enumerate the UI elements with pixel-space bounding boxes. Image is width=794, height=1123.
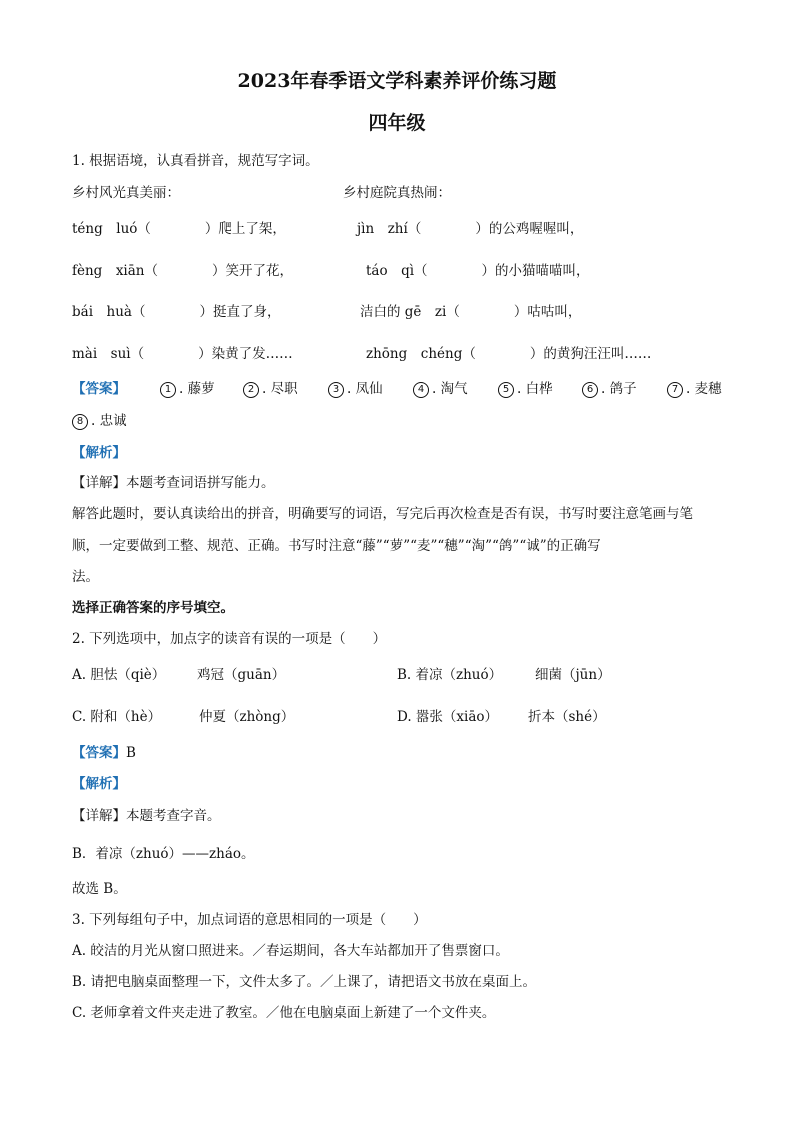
q1-line-right: jìn zhí（ ）的公鸡喔喔叫，	[357, 221, 584, 237]
q2-option-second-word: 仲夏（zhòng）	[199, 709, 295, 725]
circled-number: 1	[160, 382, 176, 398]
circled-number: 4	[413, 382, 429, 398]
q2-conclusion: 故选 B。	[72, 881, 127, 897]
q2-detail: 【详解】本题考查字音。	[72, 808, 221, 824]
q1-answer-tag: 【答案】	[72, 381, 126, 397]
answer-word: 白桦	[525, 381, 553, 397]
answer-word: 鸽子	[609, 381, 637, 397]
answer-item: 7 . 麦穗	[667, 380, 722, 398]
q2-option: C. 附和（hè）	[72, 709, 162, 725]
circled-number: 8	[72, 414, 88, 430]
section-heading: 选择正确答案的序号填空。	[72, 600, 234, 616]
q1-heading-left: 乡村风光真美丽：	[72, 185, 180, 201]
q2-option: B. 着凉（zhuó）	[397, 667, 503, 683]
q1-explain-line: 法。	[72, 569, 99, 585]
q1-analysis-tag: 【解析】	[72, 445, 126, 461]
answer-word: 忠诚	[99, 413, 127, 429]
q2-option-second-word: 鸡冠（guān）	[197, 667, 286, 683]
q2-option: A. 胆怯（qiè）	[72, 667, 166, 683]
q2-analysis-tag: 【解析】	[72, 776, 126, 792]
answer-item: 8 . 忠诚	[72, 412, 127, 430]
q3-option: A. 皎洁的月光从窗口照进来。／春运期间，各大车站都加开了售票窗口。	[72, 943, 509, 959]
q3-option: C. 老师拿着文件夹走进了教室。／他在电脑桌面上新建了一个文件夹。	[72, 1005, 496, 1021]
q2-answer-value: B	[126, 745, 136, 761]
answer-item: 6 . 鸽子	[582, 380, 637, 398]
q1-line-left: bái huà（ ）挺直了身，	[72, 304, 281, 320]
q1-line-left: fèng xiān（ ）笑开了花，	[72, 263, 293, 279]
q2-option: D. 嚣张（xiāo）	[397, 709, 499, 725]
q1-heading-right: 乡村庭院真热闹：	[343, 185, 451, 201]
circled-number: 6	[582, 382, 598, 398]
answer-word: 麦穗	[694, 381, 722, 397]
q1-explain-line: 解答此题时，要认真读给出的拼音，明确要写的词语，写完后再次检查是否有误，书写时要注意笔画与笔	[72, 506, 693, 522]
q2-option-second-word: 细菌（jūn）	[535, 667, 611, 683]
q3-option: B. 请把电脑桌面整理一下，文件太多了。／上课了，请把语文书放在桌面上。	[72, 974, 537, 990]
page-title: 2023年春季语文学科素养评价练习题	[237, 70, 557, 92]
q1-line-right: zhōng chéng（ ）的黄狗汪汪叫……	[366, 346, 652, 362]
answer-item: 1 . 藤萝	[160, 380, 215, 398]
circled-number: 7	[667, 382, 683, 398]
q2-answer-tag: 【答案】	[72, 745, 126, 761]
q2-answer	[72, 744, 136, 762]
q2-option-second-word: 折本（shé）	[528, 709, 606, 725]
grade-title: 四年级	[368, 112, 426, 134]
q1-line-right: táo qì（ ）的小猫喵喵叫，	[366, 263, 590, 279]
q1-explain-line: 顺，一定要做到工整、规范、正确。书写时注意“藤”“萝”“麦”“穗”“淘”“鸽”“诚”的正确写	[72, 538, 601, 554]
circled-number: 2	[243, 382, 259, 398]
q1-line-right: 洁白的 gē zi（ ）咕咕叫，	[360, 304, 582, 320]
q3-stem: 3. 下列每组句子中，加点词语的意思相同的一项是（ ）	[72, 912, 427, 928]
q1-line-left: mài suì（ ）染黄了发……	[72, 346, 293, 362]
answer-item: 3 . 凤仙	[328, 380, 383, 398]
q1-stem: 1. 根据语境，认真看拼音，规范写字词。	[72, 153, 319, 169]
q2-stem: 2. 下列选项中，加点字的读音有误的一项是（ ）	[72, 631, 387, 647]
circled-number: 3	[328, 382, 344, 398]
answer-item: 5 . 白桦	[498, 380, 553, 398]
circled-number: 5	[498, 382, 514, 398]
answer-word: 藤萝	[187, 381, 215, 397]
answer-word: 淘气	[440, 381, 468, 397]
answer-item: 4 . 淘气	[413, 380, 468, 398]
q2-explain: B．着凉（zhuó）——zháo。	[72, 846, 255, 862]
q1-line-left: téng luó（ ）爬上了架，	[72, 221, 286, 237]
answer-word: 凤仙	[355, 381, 383, 397]
answer-item: 2 . 尽职	[243, 380, 298, 398]
q1-detail: 【详解】本题考查词语拼写能力。	[72, 475, 275, 491]
answer-word: 尽职	[270, 381, 298, 397]
